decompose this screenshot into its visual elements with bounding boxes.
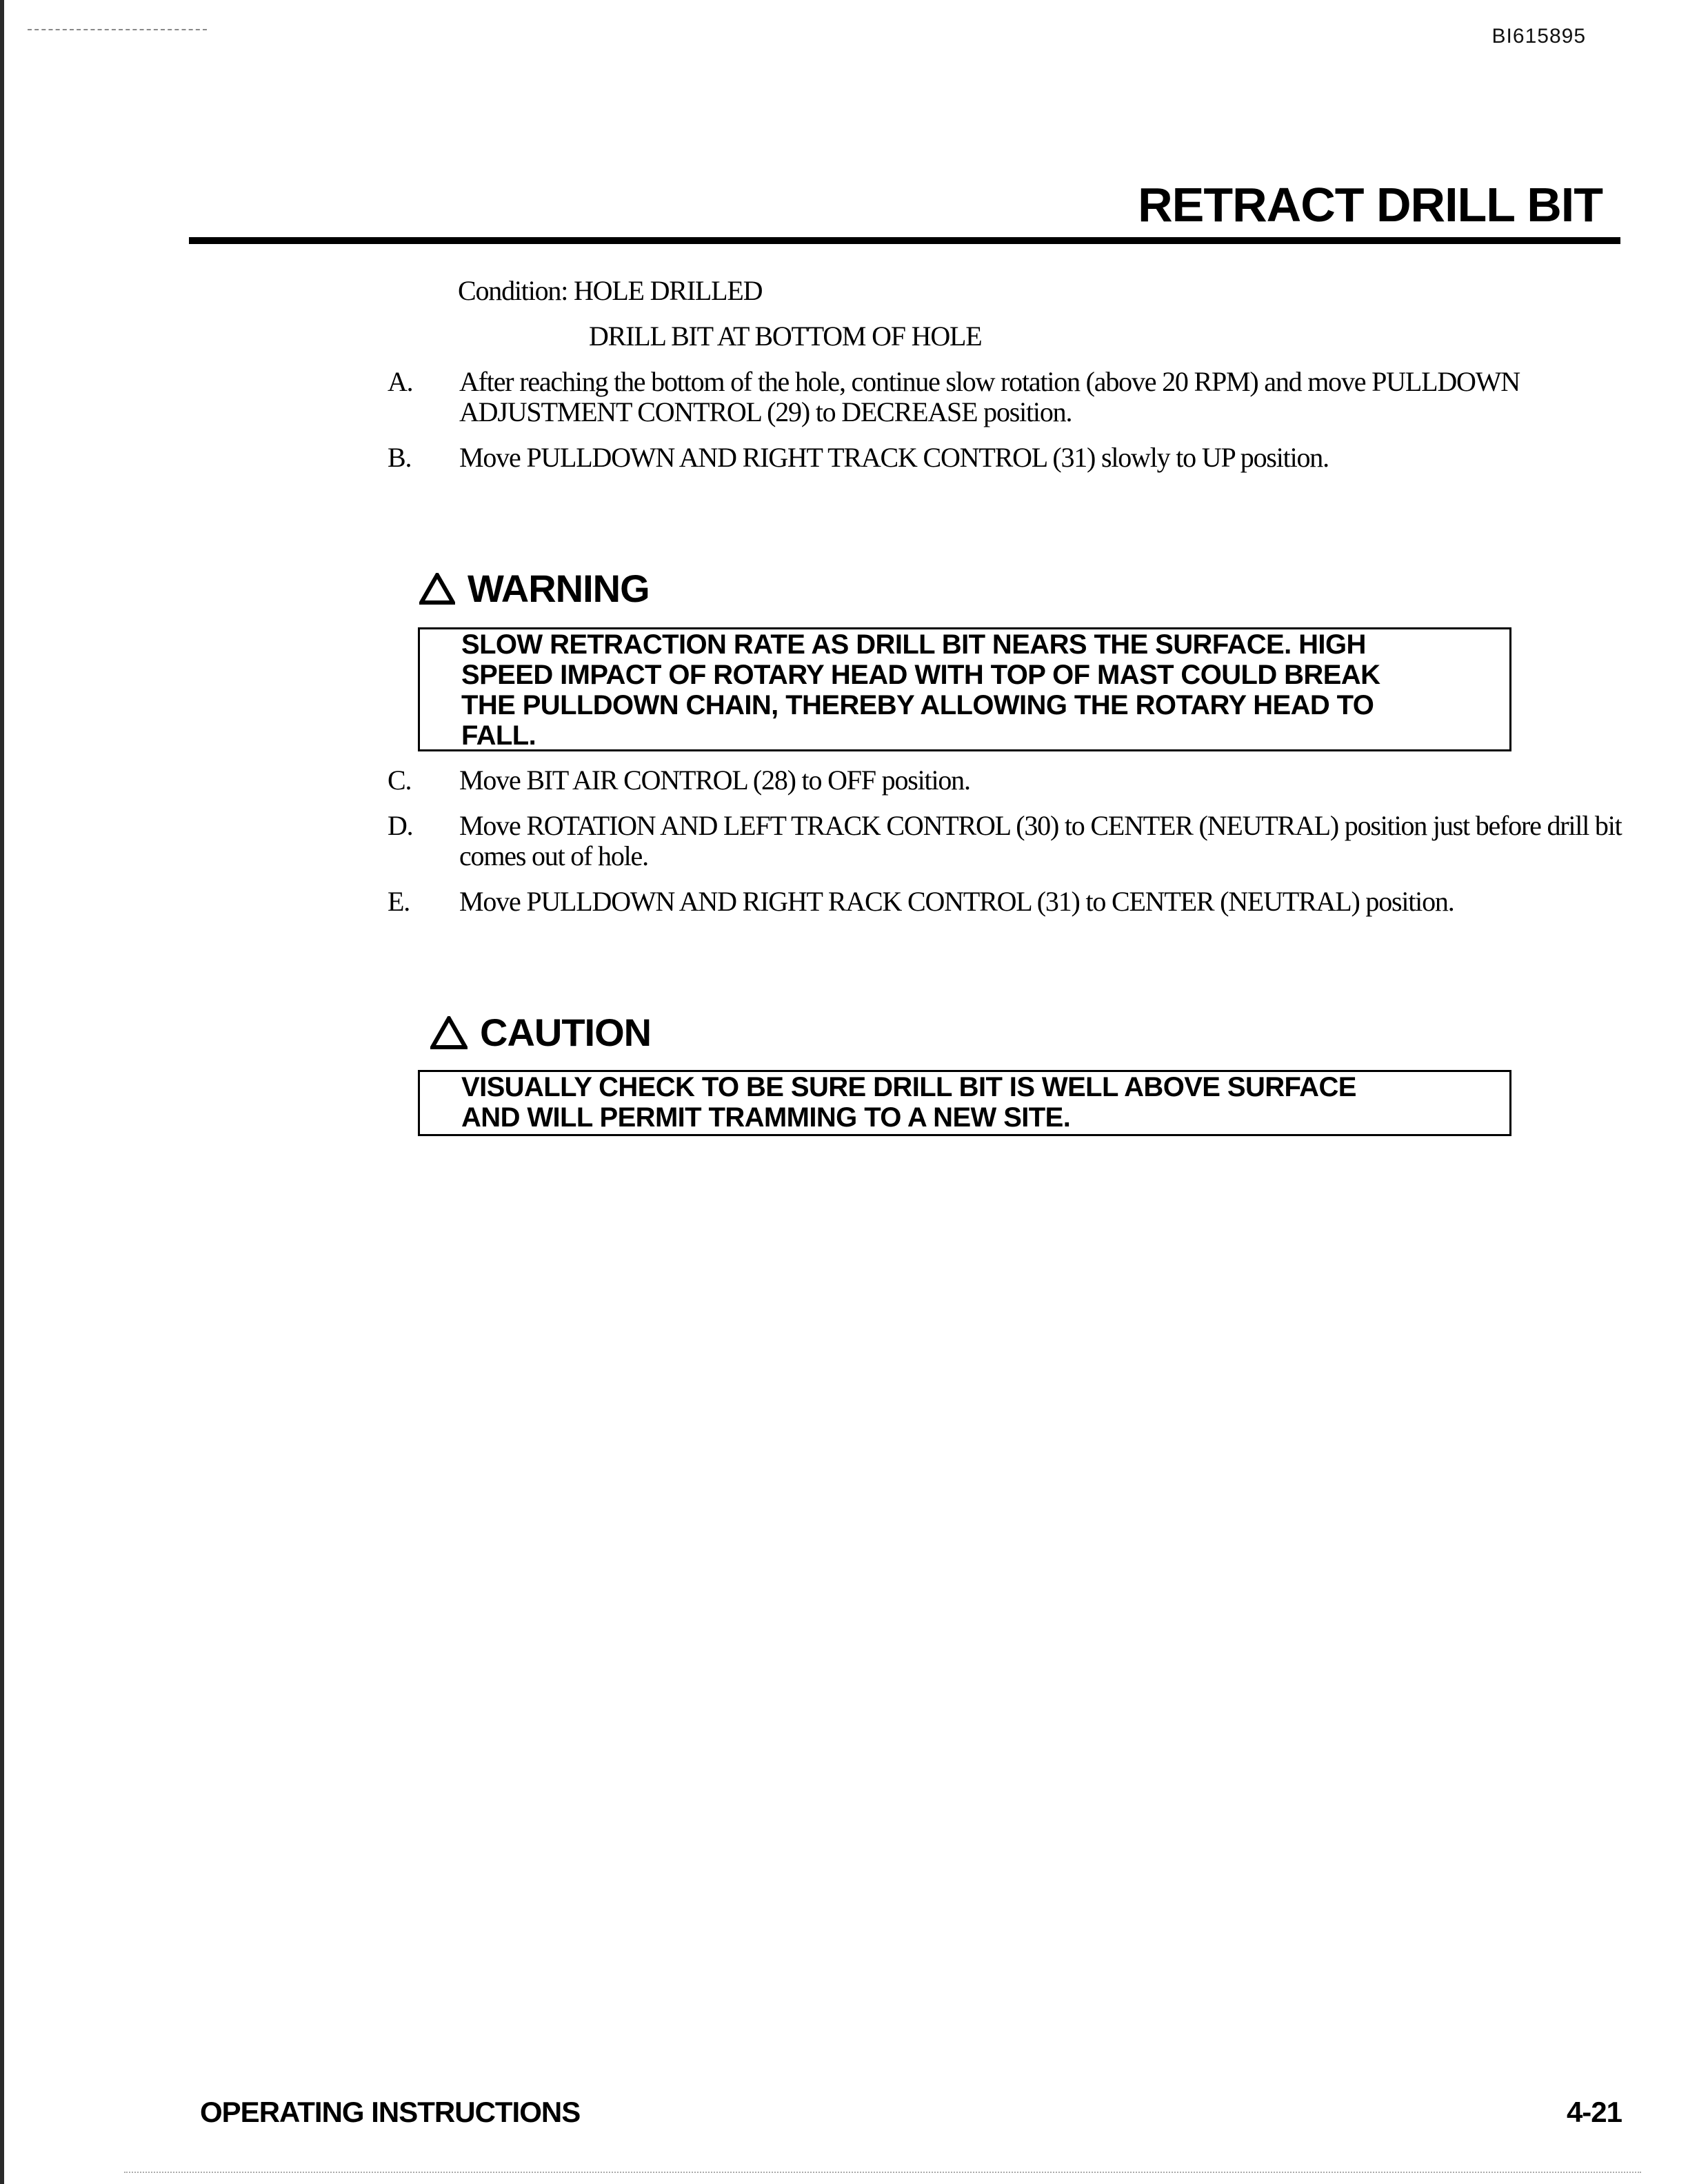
caution-heading bbox=[430, 1013, 651, 1052]
condition-label: Condition: bbox=[458, 275, 568, 306]
warning-text: SLOW RETRACTION RATE AS DRILL BIT NEARS THE SURFACE. HIGH SPEED IMPACT OF ROTARY HEAD WITH TOP OF MAST COULD BREAK THE PULLDOWN CHAIN, THEREBY ALLOWING THE ROTARY HEAD TO FALL. bbox=[461, 629, 1380, 751]
caution-text: VISUALLY CHECK TO BE SURE DRILL BIT IS WELL ABOVE SURFACE AND WILL PERMIT TRAMMING TO A NEW SITE. bbox=[461, 1072, 1356, 1133]
step-letter: E. bbox=[388, 886, 410, 917]
footer-section-title: OPERATING INSTRUCTIONS bbox=[200, 2096, 581, 2128]
warning-triangle-icon bbox=[419, 573, 455, 605]
warning-heading-text: WARNING bbox=[468, 567, 650, 610]
scan-edge-bar bbox=[0, 0, 4, 2184]
step-text: Move PULLDOWN AND RIGHT TRACK CONTROL (31) slowly to UP position. bbox=[459, 442, 1329, 473]
document-id: BI615895 bbox=[1491, 25, 1586, 48]
step-letter: A. bbox=[388, 366, 413, 397]
condition-line bbox=[458, 276, 762, 306]
caution-box bbox=[418, 1070, 1511, 1136]
warning-heading bbox=[419, 569, 650, 608]
warning-box bbox=[418, 627, 1511, 751]
step-text: Move PULLDOWN AND RIGHT RACK CONTROL (31) to CENTER (NEUTRAL) position. bbox=[459, 886, 1454, 917]
step-text: Move ROTATION AND LEFT TRACK CONTROL (30) to CENTER (NEUTRAL) position just before drill bit comes out of hole. bbox=[459, 810, 1622, 871]
condition-value-2: DRILL BIT AT BOTTOM OF HOLE bbox=[589, 321, 982, 352]
step-text: After reaching the bottom of the hole, continue slow rotation (above 20 RPM) and move PULLDOWN ADJUSTMENT CONTROL (29) to DECREASE position. bbox=[459, 366, 1520, 427]
caution-triangle-icon bbox=[430, 1016, 468, 1049]
footer-page-number: 4-21 bbox=[1566, 2096, 1622, 2128]
scan-top-mark bbox=[28, 29, 207, 30]
step-letter: D. bbox=[388, 810, 413, 841]
condition-value-1: HOLE DRILLED bbox=[573, 275, 763, 306]
step-letter: C. bbox=[388, 765, 412, 796]
page-title: RETRACT DRILL BIT bbox=[1138, 178, 1602, 232]
step-text: Move BIT AIR CONTROL (28) to OFF position. bbox=[459, 765, 970, 796]
caution-heading-text: CAUTION bbox=[480, 1011, 652, 1054]
title-rule bbox=[189, 237, 1620, 244]
step-letter: B. bbox=[388, 442, 412, 473]
scan-bottom-mark bbox=[124, 2172, 1641, 2173]
